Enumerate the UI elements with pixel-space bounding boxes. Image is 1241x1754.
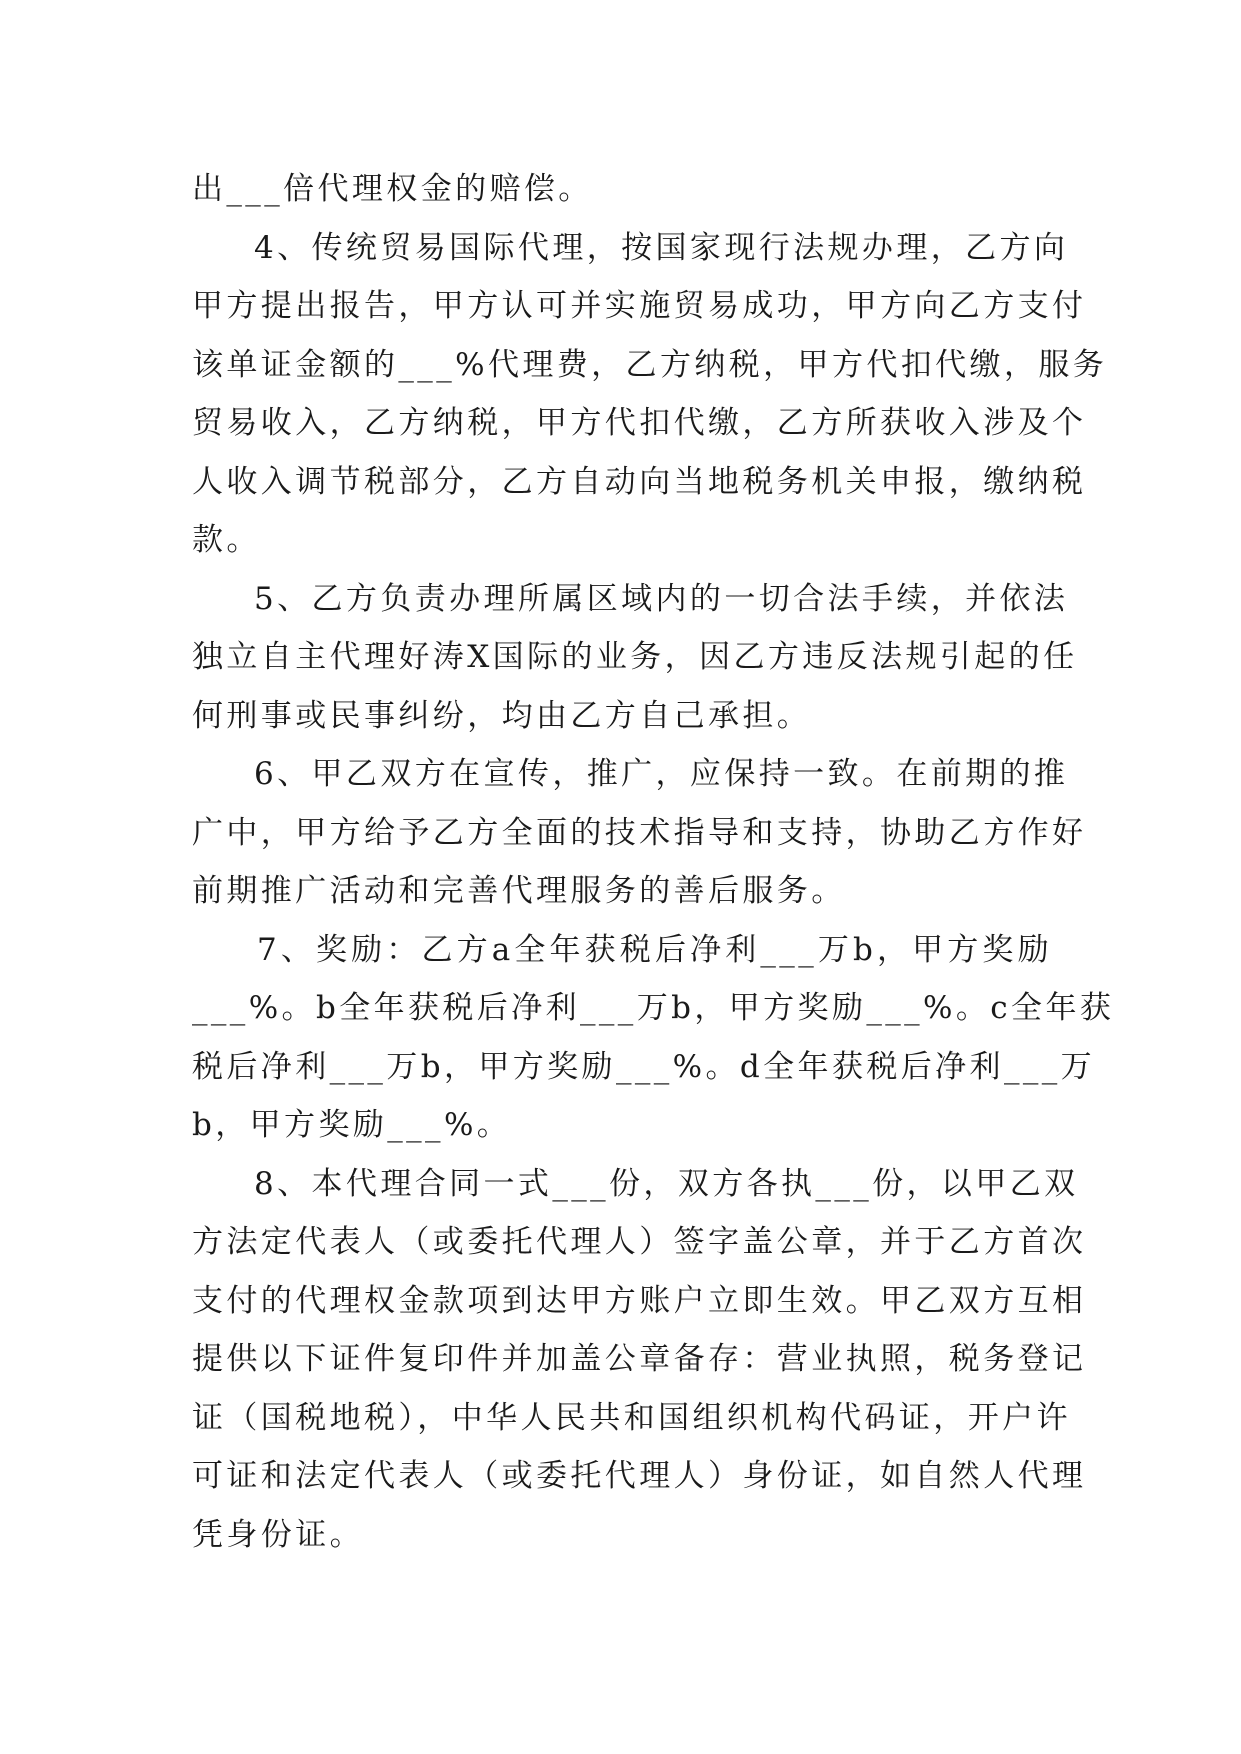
paragraph-p-continued [192, 160, 1052, 219]
paragraph-line: 支付的代理权金款项到达甲方账户立即生效。甲乙双方互相 [192, 1282, 1087, 1319]
paragraph-line: 可证和法定代表人（或委托代理人）身份证，如自然人代理 [192, 1458, 1087, 1494]
paragraph-line: 4、传统贸易国际代理，按国家现行法规办理，乙方向 [254, 229, 1069, 266]
paragraph-p6 [192, 745, 1087, 921]
paragraph-p4 [192, 219, 1108, 570]
paragraph-line: 税后净利___万b，甲方奖励___%。d全年获税后净利___万 [192, 1048, 1096, 1085]
paragraph-line: 前期推广活动和完善代理服务的善后服务。 [192, 873, 846, 909]
paragraph-line: 凭身份证。 [192, 1516, 364, 1553]
paragraph-line: 出___倍代理权金的赔偿。 [192, 171, 593, 207]
paragraph-line: 独立自主代理好涛X国际的业务，因乙方违反法规引起的任 [192, 639, 1078, 675]
paragraph-line: ___%。b全年获税后净利___万b，甲方奖励___%。c全年获 [192, 990, 1115, 1026]
paragraph-p5 [192, 570, 1078, 746]
paragraph-line: 何刑事或民事纠纷，均由乙方自己承担。 [192, 697, 812, 734]
paragraph-line: 7、奖励：乙方a全年获税后净利___万b，甲方奖励 [257, 931, 1052, 968]
paragraph-p8 [192, 1155, 1087, 1565]
paragraph-line: b，甲方奖励___%。 [192, 1107, 512, 1143]
paragraph-line: 贸易收入，乙方纳税，甲方代扣代缴，乙方所获收入涉及个 [192, 405, 1087, 441]
paragraph-line: 甲方提出报告，甲方认可并实施贸易成功，甲方向乙方支付 [192, 288, 1087, 324]
paragraph-line: 证（国税地税），中华人民共和国组织机构代码证，开户许 [192, 1399, 1071, 1436]
paragraph-line: 款。 [192, 522, 261, 558]
paragraph-line: 广中，甲方给予乙方全面的技术指导和支持，协助乙方作好 [192, 814, 1087, 851]
paragraph-line: 方法定代表人（或委托代理人）签字盖公章，并于乙方首次 [192, 1224, 1087, 1260]
document-body [192, 160, 1115, 1564]
paragraph-line: 该单证金额的___%代理费，乙方纳税，甲方代扣代缴，服务 [192, 346, 1108, 383]
paragraph-line: 8、本代理合同一式___份，双方各执___份，以甲乙双 [254, 1165, 1079, 1202]
paragraph-line: 6、甲乙双方在宣传，推广，应保持一致。在前期的推 [254, 756, 1069, 792]
paragraph-line: 5、乙方负责办理所属区域内的一切合法手续，并依法 [254, 580, 1069, 617]
paragraph-line: 提供以下证件复印件并加盖公章备存：营业执照，税务登记 [192, 1341, 1087, 1377]
paragraph-p7 [192, 921, 1115, 1155]
paragraph-line: 人收入调节税部分，乙方自动向当地税务机关申报，缴纳税 [192, 463, 1087, 500]
